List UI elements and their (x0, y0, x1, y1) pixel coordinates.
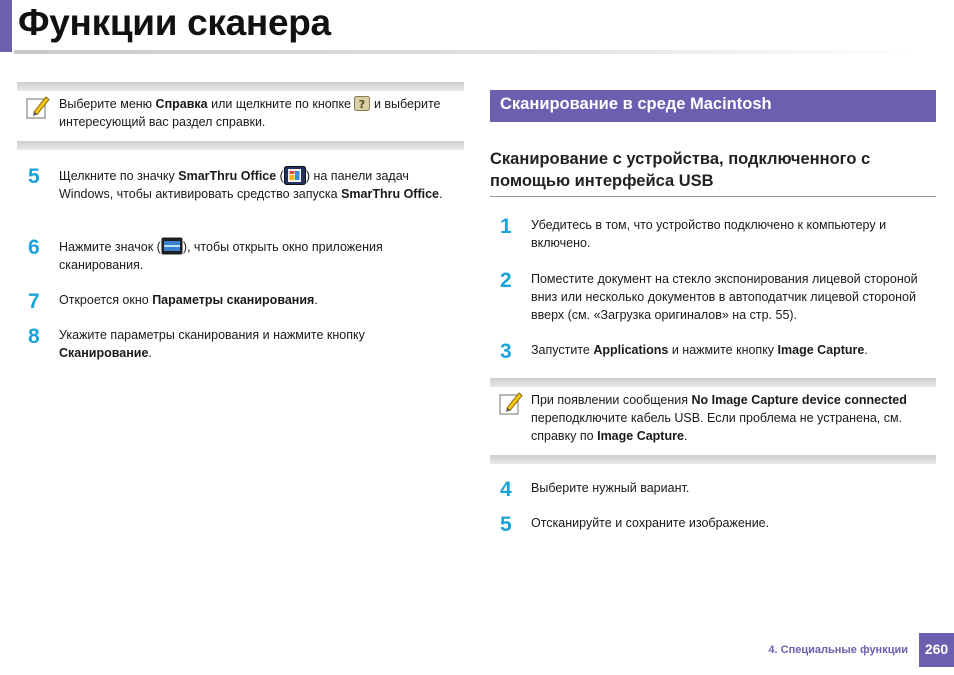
subheading: Сканирование с устройства, подключенного с помощью интерфейса USB (490, 150, 871, 190)
right-step-5 (500, 514, 940, 536)
smarthru-office-label: SmarThru Office (341, 187, 439, 201)
page-title: Функции сканера (18, 2, 331, 43)
step-number: 8 (28, 325, 40, 348)
step-text-part: Убедитесь в том, что устройство подключено к компьютеру и включено. (531, 218, 887, 250)
step-text-part: Нажмите значок ( (59, 240, 161, 254)
page-number: 260 (919, 633, 954, 667)
left-step-5 (28, 166, 458, 222)
section-title: Сканирование в среде Macintosh (500, 95, 772, 113)
step-number: 2 (500, 269, 512, 292)
step-text-part: . (864, 343, 868, 357)
note-bottom-bar (490, 455, 936, 464)
step-text-part: Выберите нужный вариант. (531, 481, 690, 495)
step-text-part: Поместите документ на стекло экспонирования лицевой стороной вниз или несколько документов в автоподатчик лицевой стороной вверх (см. «Загрузка оригиналов» на стр. 55). (531, 272, 918, 322)
step-number: 3 (500, 340, 512, 363)
step-number: 1 (500, 215, 512, 238)
note-text-part: или щелкните по кнопке (207, 97, 355, 111)
left-note-text (59, 95, 459, 131)
pencil-note-icon (498, 390, 524, 416)
right-note-box (490, 378, 936, 464)
step-number: 6 (28, 236, 40, 259)
step-number: 5 (500, 513, 512, 536)
left-step-7 (28, 291, 458, 313)
note-text-part: и выберите интересующий вас раздел справки. (59, 97, 441, 129)
right-note-text (531, 391, 931, 445)
left-step-8 (28, 326, 458, 366)
note-top-bar (17, 82, 464, 91)
step-number: 4 (500, 478, 512, 501)
step-text-part: Откроется окно (59, 293, 153, 307)
step-text-part: . (314, 293, 318, 307)
left-step-6 (28, 237, 458, 277)
step-text-part: . (439, 187, 443, 201)
title-underline (14, 50, 914, 54)
right-step-2 (500, 270, 940, 326)
pencil-note-icon (25, 94, 51, 120)
step-text (531, 479, 936, 497)
left-note-box (17, 82, 464, 150)
right-step-3 (500, 341, 940, 363)
step-text-part: Щелкните по значку (59, 169, 179, 183)
help-question-icon (354, 96, 370, 111)
note-top-bar (490, 378, 936, 387)
scan-app-icon (161, 237, 183, 255)
step-text-part: ( (276, 169, 284, 183)
right-step-4 (500, 479, 940, 501)
footer-section-label: 4. Специальные функции (768, 644, 908, 656)
right-step-1 (500, 216, 940, 256)
title-accent-bar (0, 0, 12, 52)
smarthru-office-icon (284, 166, 306, 185)
scan-button-label: Сканирование (59, 346, 149, 360)
step-text (531, 216, 936, 252)
step-number: 5 (28, 165, 40, 188)
image-capture-label: Image Capture (597, 429, 684, 443)
scan-settings-label: Параметры сканирования (152, 293, 315, 307)
note-text-part: . (683, 429, 688, 443)
help-menu-label: Справка (155, 97, 208, 111)
step-text-part: . (148, 346, 152, 360)
note-text-part: переподключите кабель USB. Если проблема не устранена, см. справку по (531, 411, 903, 443)
svg-text:?: ? (359, 98, 366, 111)
step-text (59, 237, 449, 274)
note-text-part: Выберите меню (59, 97, 156, 111)
no-device-message: No Image Capture device connected (691, 393, 907, 407)
note-text-part: При появлении сообщения (531, 393, 692, 407)
note-bottom-bar (17, 141, 464, 150)
step-text (59, 326, 449, 362)
step-text (59, 291, 449, 309)
step-text (531, 341, 936, 359)
step-text-part: Укажите параметры сканирования и нажмите кнопку (59, 328, 365, 342)
step-text-part: ), чтобы открыть окно приложения сканирования. (59, 240, 383, 272)
section-heading (490, 90, 936, 122)
smarthru-office-label: SmarThru Office (178, 169, 277, 183)
step-text (531, 514, 936, 532)
step-text-part: и нажмите кнопку (668, 343, 778, 357)
step-text-part: Запустите (531, 343, 594, 357)
image-capture-label: Image Capture (777, 343, 865, 357)
step-text (59, 166, 449, 203)
step-text (531, 270, 941, 324)
step-number: 7 (28, 290, 40, 313)
step-text-part: Отсканируйте и сохраните изображение. (531, 516, 770, 530)
step-text-part: ) на панели задач Windows, чтобы активировать средство запуска (59, 169, 409, 201)
applications-label: Applications (593, 343, 669, 357)
subheading-rule (490, 196, 936, 197)
